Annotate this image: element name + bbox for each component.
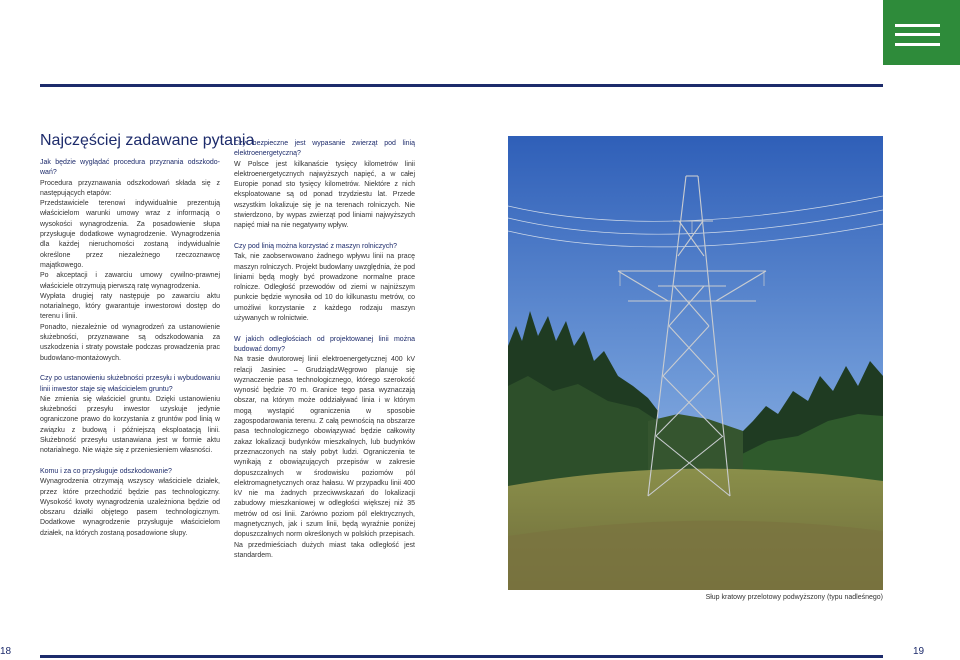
top-rule <box>40 84 883 87</box>
faq-paragraph: Ponadto, niezależnie od wynagrodzeń za ustanowienie służebności, przyznawane są odszkodowania za uszkodzenia i straty powstałe podczas prowadzenia prac budowlano-montażowych. <box>40 323 220 362</box>
faq-question: Czy bezpieczne jest wypasanie zwierząt pod linią elektroenergetyczną? <box>234 140 415 158</box>
faq-question: Czy po ustanowieniu służebności przesyłu i wybudowaniu linii inwestor staje się właścicielem gruntu? <box>40 375 220 393</box>
menu-bar <box>895 24 940 27</box>
faq-paragraph: Tak, nie zaobserwowano żadnego wpływu linii na pracę maszyn rolniczych. Projekt budowlany uwzględnia, że pod liniami będą mogły być prowadzone normalne prace rolnicze. Odległość przewodów od ziemi w najniższym punkcie będzie wynosiła od 10 do kilkunastu metrów, co umożliwi korzystanie z każdego rodzaju maszyn używanych w rolnictwie. <box>234 253 415 323</box>
faq-paragraph: Po akceptacji i zawarciu umowy cywilno-prawnej właściciele otrzymują pierwszą ratę wynagrodzenia. <box>40 272 220 290</box>
transmission-tower-photo <box>508 136 883 590</box>
faq-question: Jak będzie wyglądać procedura przyznania odszkodowań? <box>40 159 220 177</box>
faq-column-middle <box>234 139 415 561</box>
menu-bar <box>895 43 940 46</box>
faq-paragraph: Nie zmienia się właściciel gruntu. Dzięki ustanowieniu służebności przesyłu inwestor uzyskuje jedynie ograniczone prawo do korzystania z gruntów pod linią w związku z budową i późniejszą eksploatacją linii. Służebność przesyłu ustanawiana jest w formie aktu notarialnego. Nie wiąże się z przeniesieniem własności. <box>40 395 220 455</box>
menu-bar <box>895 33 940 36</box>
faq-paragraph: Wynagrodzenia otrzymają wszyscy właściciele działek, przez które przechodzić będzie pas technologiczny. Wysokość kwoty wynagrodzenia uzależniona będzie od obszaru działki objętego pasem technologicznym. Dodatkowe wynagrodzenie przysługuje właścicielom działek, na których zostaną posadowione słupy. <box>40 478 220 537</box>
faq-paragraph: W Polsce jest kilkanaście tysięcy kilometrów linii elektroenergetycznych najwyższych napięć, a w całej Europie ponad sto tysięcy kilometrów. Niektóre z nich eksploatowane są od ponad trzydziestu lat. Przede wszystkim lokalizuje się je na terenach rolniczych. Nie stwierdzono, by wypas zwierząt pod liniami najwyższych napięć miał na nie negatywny wpływ. <box>234 160 415 230</box>
page-number-right: 19 <box>913 646 925 657</box>
faq-question: Czy pod linią można korzystać z maszyn rolniczych? <box>234 242 398 250</box>
faq-paragraph: Przedstawiciele terenowi indywidualnie prezentują właścicielom warunki umowy wraz z informacją o wysokości wynagrodzenia. Za posadowienie słupa przysługuje dodatkowe wynagrodzenie. Wynagrodzenia dla każdej nieruchomości zostaną indywidualnie określone przez niezależnego rzeczoznawcę majątkowego. <box>40 200 220 269</box>
faq-paragraph: Procedura przyznawania odszkodowań składa się z następujących etapów: <box>40 179 220 197</box>
faq-paragraph: Wypłata drugiej raty następuje po zawarciu aktu notarialnego, który gwarantuje inwestorowi dostęp do terenu i linii. <box>40 292 220 321</box>
bottom-rule <box>40 655 883 658</box>
faq-column-left <box>40 158 220 539</box>
faq-question: W jakich odległościach od projektowanej linii można budować domy? <box>234 335 415 353</box>
faq-paragraph: Na trasie dwutorowej linii elektroenergetycznej 400 kV relacji Jasiniec – GrudziądzWęgrowo planuje się wyznaczenie pasa technologicznego, którego szerokość wynosić będzie 70 m. Granice tego pasa wyznaczają obszar, na którym może oddziaływać linia i w którym mogą wystąpić ograniczenia w sposobie zagospodarowania terenu. Z całą pewnością na obszarze pasa technologicznego obowiązywać będzie całkowity zakaz lokalizacji budynków mieszkalnych, lub budynków przeznaczonych na stały pobyt ludzi. Ograniczenia te wynikają z obowiązujących przepisów w zakresie dopuszczalnych w środowisku poziomów pól elektromagnetycznych oraz hałasu. W przypadku linii 400 kV nie ma żadnych przeciwwskazań do lokalizacji zabudowy mieszkaniowej w odległości większej niż 35 metrów od osi linii. Zarówno poziom pól elektrycznych, magnetycznych, jak i szum linii, będą wyraźnie poniżej dopuszczalnych norm określonych w polskich przepisach. Na przedmieściach dużych miast taka odległość jest standardem. <box>234 356 415 559</box>
menu-button[interactable] <box>883 0 960 65</box>
page-title: Najczęściej zadawane pytania <box>40 132 255 149</box>
photo-caption: Słup kratowy przelotowy podwyższony (typu nadleśnego) <box>705 594 883 601</box>
page-number-left: 18 <box>0 646 12 657</box>
faq-question: Komu i za co przysługuje odszkodowanie? <box>40 467 172 475</box>
